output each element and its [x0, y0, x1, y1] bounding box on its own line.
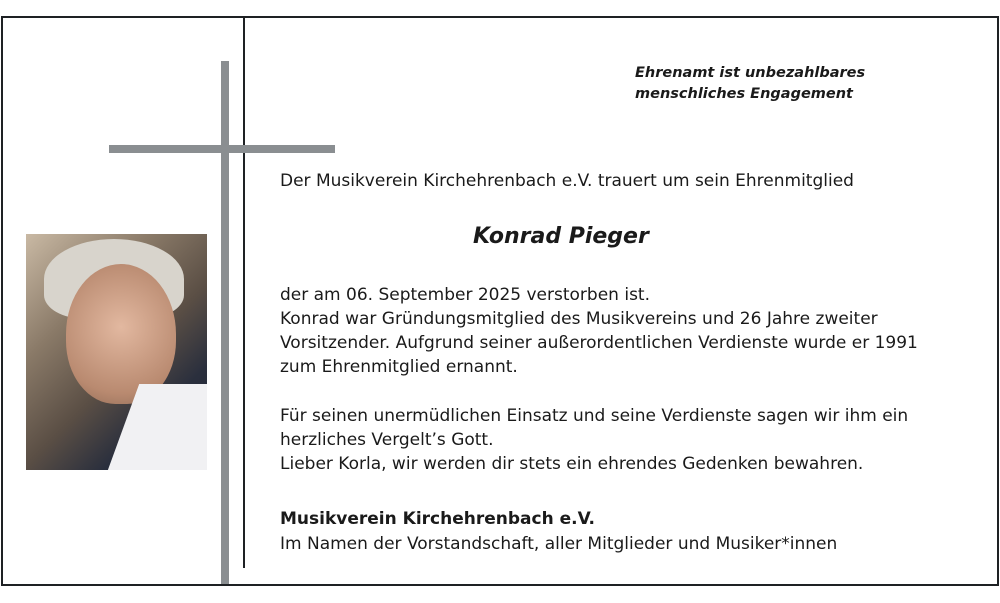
cross-icon-vertical	[221, 61, 229, 584]
body-line: Konrad war Gründungsmitglied des Musikvereins und 26 Jahre zweiter	[280, 309, 878, 329]
tagline	[635, 63, 865, 105]
body-line: herzliches Vergelt’s Gott.	[280, 430, 494, 450]
tagline-line: Ehrenamt ist unbezahlbares	[635, 65, 866, 81]
signature-line: Im Namen der Vorstandschaft, aller Mitglieder und Musiker*innen	[280, 534, 838, 554]
body-line: Vorsitzender. Aufgrund seiner außerordentlichen Verdienste wurde er 1991	[280, 333, 918, 353]
body-line: der am 06. September 2025 verstorben ist.	[280, 285, 650, 305]
intro-text: Der Musikverein Kirchehrenbach e.V. trauert um sein Ehrenmitglied	[280, 171, 854, 191]
body-line: Lieber Korla, wir werden dir stets ein ehrendes Gedenken bewahren.	[280, 454, 864, 474]
tagline-line: menschliches Engagement	[635, 86, 853, 102]
portrait-photo	[26, 234, 207, 470]
signature-org: Musikverein Kirchehrenbach e.V.	[280, 509, 596, 529]
divider-line	[243, 17, 245, 568]
cross-icon-horizontal	[109, 145, 335, 153]
deceased-name: Konrad Pieger	[473, 224, 649, 249]
body-line: Für seinen unermüdlichen Einsatz und seine Verdienste sagen wir ihm ein	[280, 406, 909, 426]
body-line: zum Ehrenmitglied ernannt.	[280, 357, 518, 377]
